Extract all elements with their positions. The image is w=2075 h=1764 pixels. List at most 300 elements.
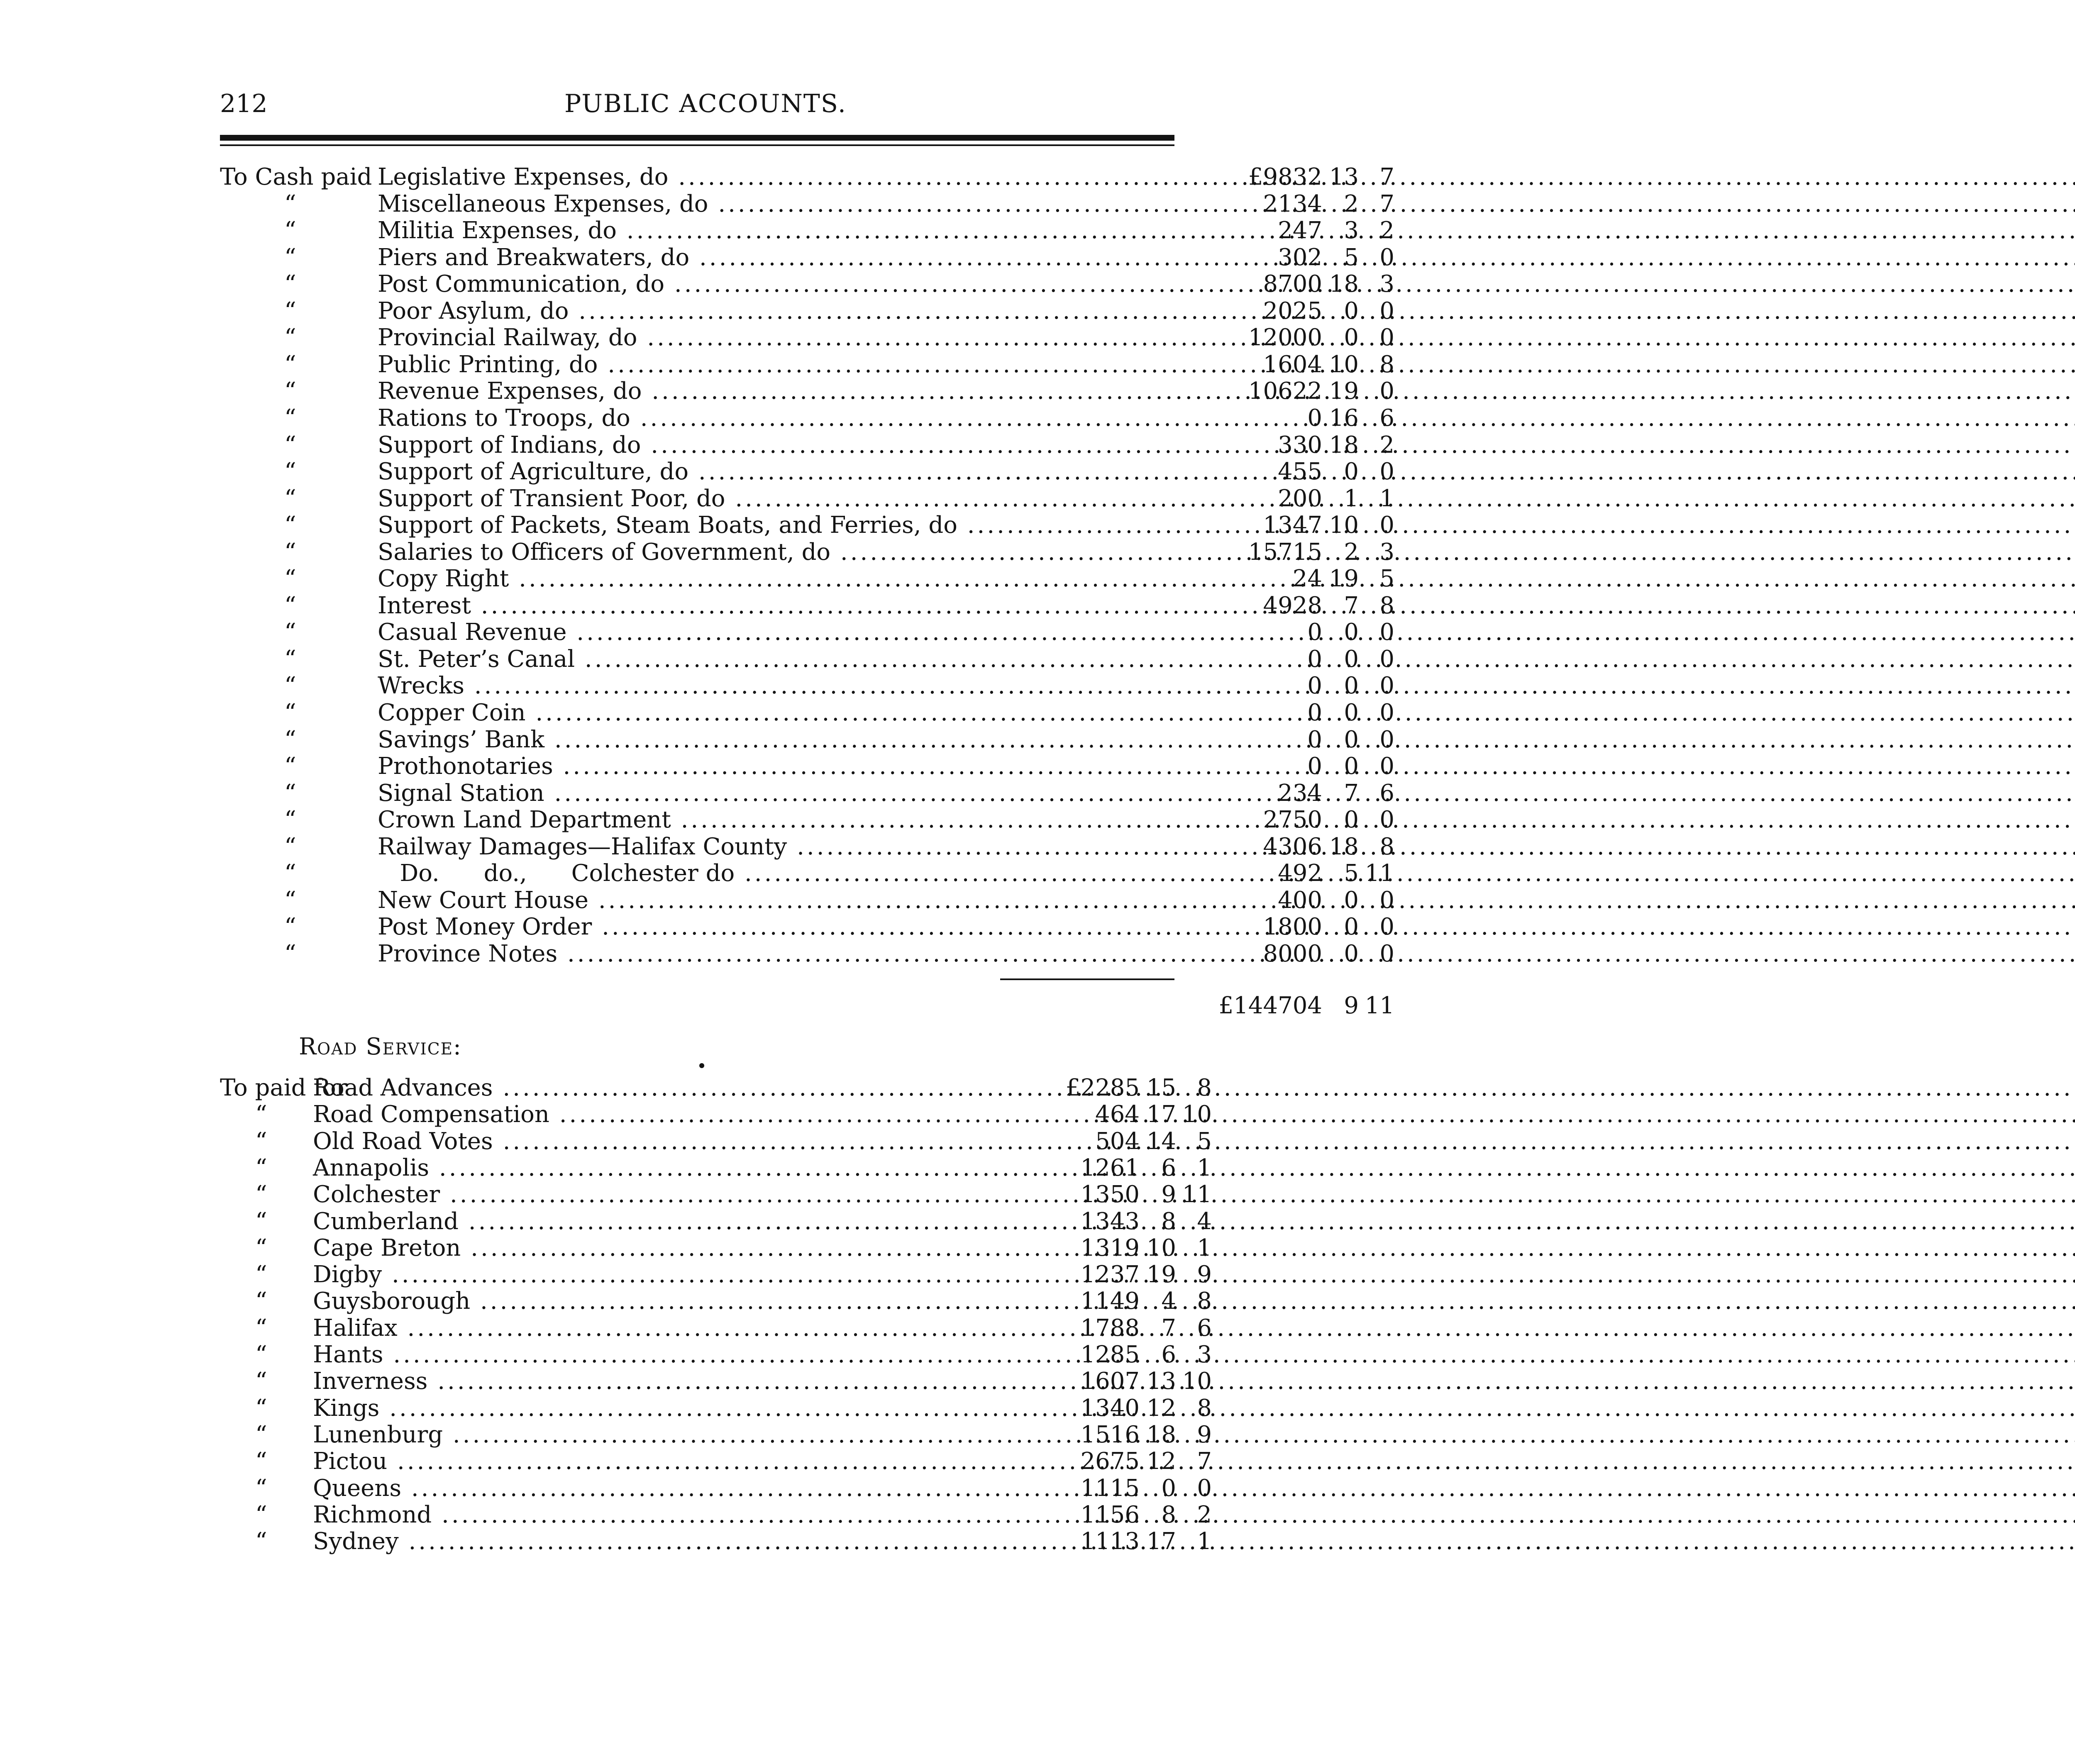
- item-description: Support of Transient Poor, do .....: [378, 486, 1233, 512]
- ledger-row: [220, 404, 1394, 432]
- ditto-mark: “: [284, 699, 296, 726]
- amount-shillings: 19: [1329, 565, 1359, 593]
- item-description: Old Road Votes .....: [313, 1128, 1050, 1155]
- ditto-mark: “: [255, 1341, 267, 1368]
- amount-pence: 8: [1197, 1074, 1212, 1101]
- page-number: 212: [220, 89, 268, 118]
- amount-shillings: 3: [1344, 217, 1359, 244]
- amount-pence: 8: [1379, 351, 1394, 378]
- ledger-row: [220, 485, 1394, 512]
- ditto-mark: “: [284, 565, 296, 593]
- amount-pence: 3: [1197, 1341, 1212, 1368]
- ledger-row: [220, 1261, 1212, 1288]
- amount-shillings: 8: [1161, 1501, 1176, 1528]
- row-prefix: To paid for: [220, 1074, 347, 1101]
- item-description: Casual Revenue .....: [378, 619, 1233, 646]
- ditto-mark: “: [284, 806, 296, 834]
- item-description: Digby .....: [313, 1261, 1050, 1288]
- ledger-row: [220, 753, 1394, 780]
- amount-shillings: 0: [1344, 619, 1359, 646]
- item-description: Poor Asylum, do .....: [378, 298, 1233, 324]
- amount-pence: 0: [1197, 1474, 1212, 1502]
- amount-pounds: 1237: [1080, 1261, 1140, 1288]
- amount-pounds: 8700: [1263, 271, 1322, 298]
- page-header: [220, 89, 1174, 135]
- item-description: Post Money Order .....: [378, 914, 1233, 940]
- ledger-row: [220, 163, 1394, 190]
- ledger-row: [220, 1101, 1212, 1128]
- amount-pence: 10: [1182, 1368, 1212, 1395]
- item-description: Salaries to Officers of Government, do .....: [378, 539, 1233, 566]
- ditto-mark: “: [284, 431, 296, 459]
- amount-pounds: 10622: [1248, 378, 1322, 405]
- total-shillings: 9: [1344, 992, 1359, 1019]
- item-description: Hants .....: [313, 1342, 1050, 1368]
- amount-pounds: 2134: [1263, 190, 1322, 217]
- ditto-mark: “: [284, 190, 296, 217]
- item-description: Miscellaneous Expenses, do .....: [378, 191, 1233, 217]
- amount-pounds: 2025: [1263, 297, 1322, 324]
- ditto-mark: “: [284, 378, 296, 405]
- ledger-row: [220, 779, 1394, 807]
- item-description: Savings’ Bank .....: [378, 727, 1233, 753]
- amount-pence: 7: [1197, 1448, 1212, 1475]
- amount-pounds: 4306: [1263, 833, 1322, 860]
- ledger-row: [220, 512, 1394, 539]
- amount-shillings: 12: [1146, 1394, 1176, 1422]
- item-description: Queens .....: [313, 1475, 1050, 1502]
- item-description: Legislative Expenses, do .....: [378, 164, 1233, 190]
- item-description: Pictou .....: [313, 1448, 1050, 1475]
- amount-shillings: 9: [1161, 1181, 1176, 1208]
- ledger-row: [220, 940, 1394, 967]
- amount-shillings: 14: [1146, 1127, 1176, 1155]
- amount-shillings: 2: [1344, 538, 1359, 566]
- ditto-mark: “: [284, 886, 296, 914]
- amount-pounds: 200: [1278, 485, 1322, 512]
- amount-pence: 6: [1379, 404, 1394, 432]
- ditto-mark: “: [255, 1181, 267, 1208]
- ledger-row: [220, 244, 1394, 271]
- ledger-row: [220, 1234, 1212, 1261]
- amount-shillings: 18: [1329, 833, 1359, 860]
- amount-shillings: 0: [1344, 645, 1359, 673]
- item-description: Road Compensation .....: [313, 1101, 1050, 1128]
- amount-shillings: 0: [1344, 753, 1359, 780]
- amount-pounds: 247: [1278, 217, 1322, 244]
- amount-pence: 0: [1379, 297, 1394, 324]
- amount-shillings: 0: [1344, 672, 1359, 700]
- amount-shillings: 17: [1146, 1101, 1176, 1128]
- amount-pounds: 0: [1307, 619, 1322, 646]
- amount-shillings: 5: [1344, 244, 1359, 271]
- amount-pence: 1: [1379, 485, 1394, 512]
- amount-pounds: 24: [1292, 565, 1322, 593]
- ledger-row: [220, 458, 1394, 486]
- amount-pence: 7: [1379, 163, 1394, 190]
- item-description: Copy Right .....: [378, 566, 1233, 592]
- item-description: Revenue Expenses, do .....: [378, 378, 1233, 405]
- item-description: Support of Agriculture, do .....: [378, 459, 1233, 485]
- ledger-row: [220, 565, 1394, 593]
- item-description: Cumberland .....: [313, 1208, 1050, 1235]
- ledger-row: [220, 860, 1394, 887]
- amount-shillings: 8: [1161, 1208, 1176, 1235]
- amount-pounds: 1285: [1080, 1341, 1140, 1368]
- road-service-heading: Road Service:: [299, 1033, 462, 1060]
- amount-pence: 0: [1379, 378, 1394, 405]
- amount-pence: 4: [1197, 1208, 1212, 1235]
- ditto-mark: “: [284, 833, 296, 860]
- ledger-row: [220, 1074, 1212, 1101]
- item-description: Guysborough .....: [313, 1288, 1050, 1315]
- ditto-mark: “: [284, 753, 296, 780]
- item-description: Annapolis .....: [313, 1155, 1050, 1181]
- ledger-row: [220, 806, 1394, 834]
- amount-pence: 9: [1197, 1421, 1212, 1448]
- ditto-mark: “: [255, 1208, 267, 1235]
- amount-shillings: 12: [1146, 1448, 1176, 1475]
- header-rule-thick: [220, 135, 1174, 141]
- amount-shillings: 7: [1344, 592, 1359, 619]
- ditto-mark: “: [284, 244, 296, 271]
- amount-pounds: 1516: [1080, 1421, 1140, 1448]
- ledger-row: [220, 645, 1394, 673]
- amount-pence: 1: [1197, 1154, 1212, 1181]
- ditto-mark: “: [255, 1234, 267, 1261]
- amount-pence: 0: [1379, 324, 1394, 351]
- ledger-row: [220, 1288, 1212, 1315]
- amount-pounds: 0: [1307, 404, 1322, 432]
- amount-pounds: 15715: [1248, 538, 1322, 566]
- amount-shillings: 6: [1161, 1154, 1176, 1181]
- item-description: Militia Expenses, do .....: [378, 217, 1233, 244]
- item-description: Kings .....: [313, 1395, 1050, 1422]
- ledger-row: [220, 833, 1394, 860]
- amount-pence: 6: [1197, 1314, 1212, 1342]
- amount-shillings: 13: [1329, 163, 1359, 190]
- amount-pence: 0: [1379, 726, 1394, 753]
- ditto-mark: “: [284, 485, 296, 512]
- ditto-mark: “: [255, 1101, 267, 1128]
- amount-pounds: 492: [1278, 860, 1322, 887]
- amount-pounds: 2750: [1263, 806, 1322, 834]
- amount-pounds: 1156: [1080, 1501, 1140, 1528]
- amount-pounds: 1319: [1080, 1234, 1140, 1261]
- item-description: Province Notes .....: [378, 941, 1233, 967]
- ledger-row: [220, 1421, 1212, 1448]
- amount-shillings: 0: [1344, 324, 1359, 351]
- amount-pence: 0: [1379, 699, 1394, 726]
- amount-pence: 0: [1379, 806, 1394, 834]
- amount-pounds: £2285: [1065, 1074, 1140, 1101]
- ditto-mark: “: [255, 1368, 267, 1395]
- ditto-mark: “: [284, 404, 296, 432]
- item-description: Prothonotaries .....: [378, 753, 1233, 780]
- amount-pounds: 302: [1278, 244, 1322, 271]
- amount-pence: 2: [1379, 431, 1394, 459]
- amount-pounds: 1149: [1080, 1288, 1140, 1315]
- item-description: Inverness .....: [313, 1368, 1050, 1395]
- amount-shillings: 0: [1344, 699, 1359, 726]
- item-description: Richmond .....: [313, 1502, 1050, 1528]
- amount-shillings: 13: [1146, 1368, 1176, 1395]
- amount-shillings: 17: [1146, 1528, 1176, 1555]
- amount-pence: 0: [1379, 645, 1394, 673]
- ditto-mark: “: [255, 1261, 267, 1288]
- ledger-row: [220, 592, 1394, 619]
- amount-pence: 5: [1197, 1127, 1212, 1155]
- amount-shillings: 0: [1161, 1474, 1176, 1502]
- amount-shillings: 0: [1344, 806, 1359, 834]
- total-rule: [1000, 978, 1174, 980]
- amount-pence: 8: [1197, 1394, 1212, 1422]
- amount-shillings: 10: [1146, 1234, 1176, 1261]
- ledger-row: [220, 1154, 1212, 1181]
- ditto-mark: “: [284, 538, 296, 566]
- ledger-row: [220, 913, 1394, 941]
- amount-pence: 0: [1379, 940, 1394, 967]
- item-description: Halifax .....: [313, 1315, 1050, 1342]
- ledger-row: [220, 726, 1394, 753]
- amount-shillings: 0: [1344, 297, 1359, 324]
- amount-pounds: £9832: [1248, 163, 1322, 190]
- amount-pounds: 0: [1307, 645, 1322, 673]
- amount-shillings: 18: [1329, 271, 1359, 298]
- ledger-row: [220, 1181, 1212, 1208]
- ledger-row: [220, 886, 1394, 914]
- amount-pounds: 4928: [1263, 592, 1322, 619]
- item-description: New Court House .....: [378, 887, 1233, 914]
- ditto-mark: “: [284, 324, 296, 351]
- ditto-mark: “: [255, 1501, 267, 1528]
- ledger-row: [220, 1448, 1212, 1475]
- row-prefix: To Cash paid: [220, 163, 372, 190]
- ditto-mark: “: [284, 458, 296, 486]
- amount-pounds: 1800: [1263, 913, 1322, 941]
- amount-pounds: 1115: [1080, 1474, 1140, 1502]
- amount-pounds: 0: [1307, 672, 1322, 700]
- amount-pence: 0: [1379, 619, 1394, 646]
- item-description: Do. do., Colchester do .....: [378, 860, 1233, 887]
- amount-pence: 0: [1379, 512, 1394, 539]
- ditto-mark: “: [284, 592, 296, 619]
- amount-shillings: 19: [1329, 378, 1359, 405]
- ledger-row: [220, 297, 1394, 324]
- ledger-row: [220, 619, 1394, 646]
- amount-pounds: 1607: [1080, 1368, 1140, 1395]
- amount-pounds: 1261: [1080, 1154, 1140, 1181]
- item-description: Interest .....: [378, 593, 1233, 619]
- amount-shillings: 7: [1161, 1314, 1176, 1342]
- amount-shillings: 0: [1344, 458, 1359, 486]
- item-description: Colchester .....: [313, 1181, 1050, 1208]
- amount-pounds: 12000: [1248, 324, 1322, 351]
- item-description: Lunenburg .....: [313, 1422, 1050, 1448]
- ditto-mark: “: [284, 645, 296, 673]
- ledger-row: [220, 1341, 1212, 1368]
- ledger-row: [220, 1501, 1212, 1528]
- amount-shillings: 7: [1344, 779, 1359, 807]
- amount-pence: 2: [1379, 217, 1394, 244]
- ledger-row: [220, 538, 1394, 566]
- total-pence: 11: [1365, 992, 1394, 1019]
- item-description: Provincial Railway, do .....: [378, 324, 1233, 351]
- ledger-row: [220, 1474, 1212, 1502]
- amount-pounds: 0: [1307, 726, 1322, 753]
- amount-pounds: 0: [1307, 699, 1322, 726]
- ditto-mark: “: [255, 1474, 267, 1502]
- amount-shillings: 5: [1344, 860, 1359, 887]
- amount-pounds: 0: [1307, 753, 1322, 780]
- amount-pounds: 1340: [1080, 1394, 1140, 1422]
- amount-pounds: 464: [1095, 1101, 1140, 1128]
- ledger-row: [220, 1314, 1212, 1342]
- amount-pence: 2: [1197, 1501, 1212, 1528]
- ledger-row: [220, 217, 1394, 244]
- ditto-mark: “: [284, 512, 296, 539]
- item-description: Copper Coin .....: [378, 700, 1233, 726]
- amount-pence: 0: [1379, 672, 1394, 700]
- amount-shillings: 4: [1161, 1288, 1176, 1315]
- ditto-mark: “: [284, 860, 296, 887]
- amount-pence: 6: [1379, 779, 1394, 807]
- amount-pence: 8: [1379, 592, 1394, 619]
- ledger-row: [220, 1208, 1212, 1235]
- ditto-mark: “: [284, 217, 296, 244]
- amount-pence: 1: [1197, 1528, 1212, 1555]
- ledger-row: [220, 672, 1394, 700]
- ledger-row: [220, 1528, 1212, 1555]
- ledger-row: [220, 351, 1394, 378]
- ditto-mark: “: [284, 913, 296, 941]
- amount-pounds: 234: [1278, 779, 1322, 807]
- amount-pence: 0: [1379, 244, 1394, 271]
- ditto-mark: “: [284, 940, 296, 967]
- amount-pounds: 504: [1095, 1127, 1140, 1155]
- header-rule-thin: [220, 144, 1174, 146]
- amount-shillings: 10: [1329, 351, 1359, 378]
- item-description: Signal Station .....: [378, 780, 1233, 807]
- ditto-mark: “: [284, 351, 296, 378]
- ledger-row: [220, 1394, 1212, 1422]
- ditto-mark: “: [284, 619, 296, 646]
- amount-pounds: 400: [1278, 886, 1322, 914]
- ditto-mark: “: [255, 1127, 267, 1155]
- ledger-row: [220, 431, 1394, 459]
- ditto-mark: “: [284, 672, 296, 700]
- ledger-row: [220, 378, 1394, 405]
- ledger-row: [220, 699, 1394, 726]
- ditto-mark: “: [255, 1394, 267, 1422]
- total-pounds: £144704: [1218, 992, 1322, 1019]
- item-description: Wrecks .....: [378, 673, 1233, 699]
- amount-shillings: 10: [1329, 512, 1359, 539]
- amount-pence: 0: [1379, 886, 1394, 914]
- amount-pounds: 455: [1278, 458, 1322, 486]
- amount-pounds: 1347: [1263, 512, 1322, 539]
- item-description: Rations to Troops, do .....: [378, 405, 1233, 432]
- ledger-row: [220, 271, 1394, 298]
- amount-pence: 8: [1197, 1288, 1212, 1315]
- amount-shillings: 0: [1344, 913, 1359, 941]
- running-title: PUBLIC ACCOUNTS.: [564, 89, 847, 118]
- ditto-mark: “: [255, 1154, 267, 1181]
- ditto-mark: “: [255, 1528, 267, 1555]
- amount-pence: 10: [1182, 1101, 1212, 1128]
- amount-pounds: 1343: [1080, 1208, 1140, 1235]
- amount-pence: 0: [1379, 458, 1394, 486]
- item-description: Post Communication, do .....: [378, 271, 1233, 298]
- item-description: Crown Land Department .....: [378, 807, 1233, 833]
- ditto-mark: “: [255, 1314, 267, 1342]
- item-description: St. Peter’s Canal .....: [378, 646, 1233, 673]
- ledger-row: [220, 324, 1394, 351]
- ditto-mark: “: [284, 297, 296, 324]
- amount-pence: 3: [1379, 271, 1394, 298]
- amount-pounds: 1604: [1263, 351, 1322, 378]
- ink-speck: [699, 1063, 704, 1068]
- amount-pence: 3: [1379, 538, 1394, 566]
- item-description: Piers and Breakwaters, do .....: [378, 244, 1233, 271]
- ledger-row: [220, 1368, 1212, 1395]
- item-description: Public Printing, do .....: [378, 351, 1233, 378]
- amount-pounds: 2675: [1080, 1448, 1140, 1475]
- amount-shillings: 0: [1344, 940, 1359, 967]
- amount-shillings: 0: [1344, 886, 1359, 914]
- amount-shillings: 1: [1344, 485, 1359, 512]
- ledger-row: [220, 190, 1394, 217]
- amount-shillings: 16: [1329, 404, 1359, 432]
- amount-pence: 8: [1379, 833, 1394, 860]
- amount-shillings: 18: [1329, 431, 1359, 459]
- amount-pence: 0: [1379, 753, 1394, 780]
- amount-pence: 1: [1197, 1234, 1212, 1261]
- amount-shillings: 2: [1344, 190, 1359, 217]
- item-description: Cape Breton .....: [313, 1235, 1050, 1261]
- amount-pence: 7: [1379, 190, 1394, 217]
- amount-shillings: 19: [1146, 1261, 1176, 1288]
- amount-pounds: 330: [1278, 431, 1322, 459]
- amount-pence: 9: [1197, 1261, 1212, 1288]
- amount-pence: 11: [1365, 860, 1394, 887]
- amount-pence: 5: [1379, 565, 1394, 593]
- cash-paid-total: [220, 992, 1394, 1019]
- amount-pounds: 8000: [1263, 940, 1322, 967]
- ditto-mark: “: [255, 1421, 267, 1448]
- amount-pounds: 1350: [1080, 1181, 1140, 1208]
- ditto-mark: “: [255, 1288, 267, 1315]
- ditto-mark: “: [284, 726, 296, 753]
- amount-shillings: 0: [1344, 726, 1359, 753]
- item-description: Sydney .....: [313, 1528, 1050, 1555]
- item-description: Road Advances .....: [313, 1075, 1050, 1101]
- amount-shillings: 6: [1161, 1341, 1176, 1368]
- item-description: Support of Indians, do .....: [378, 432, 1233, 459]
- ledger-row: [220, 1127, 1212, 1155]
- item-description: Support of Packets, Steam Boats, and Ferries, do .....: [378, 512, 1233, 539]
- amount-shillings: 18: [1146, 1421, 1176, 1448]
- amount-shillings: 15: [1146, 1074, 1176, 1101]
- ditto-mark: “: [284, 271, 296, 298]
- ditto-mark: “: [255, 1448, 267, 1475]
- amount-pounds: 1788: [1080, 1314, 1140, 1342]
- item-description: Railway Damages—Halifax County .....: [378, 834, 1233, 860]
- ditto-mark: “: [284, 779, 296, 807]
- amount-pence: 11: [1182, 1181, 1212, 1208]
- amount-pence: 0: [1379, 913, 1394, 941]
- amount-pounds: 1113: [1080, 1528, 1140, 1555]
